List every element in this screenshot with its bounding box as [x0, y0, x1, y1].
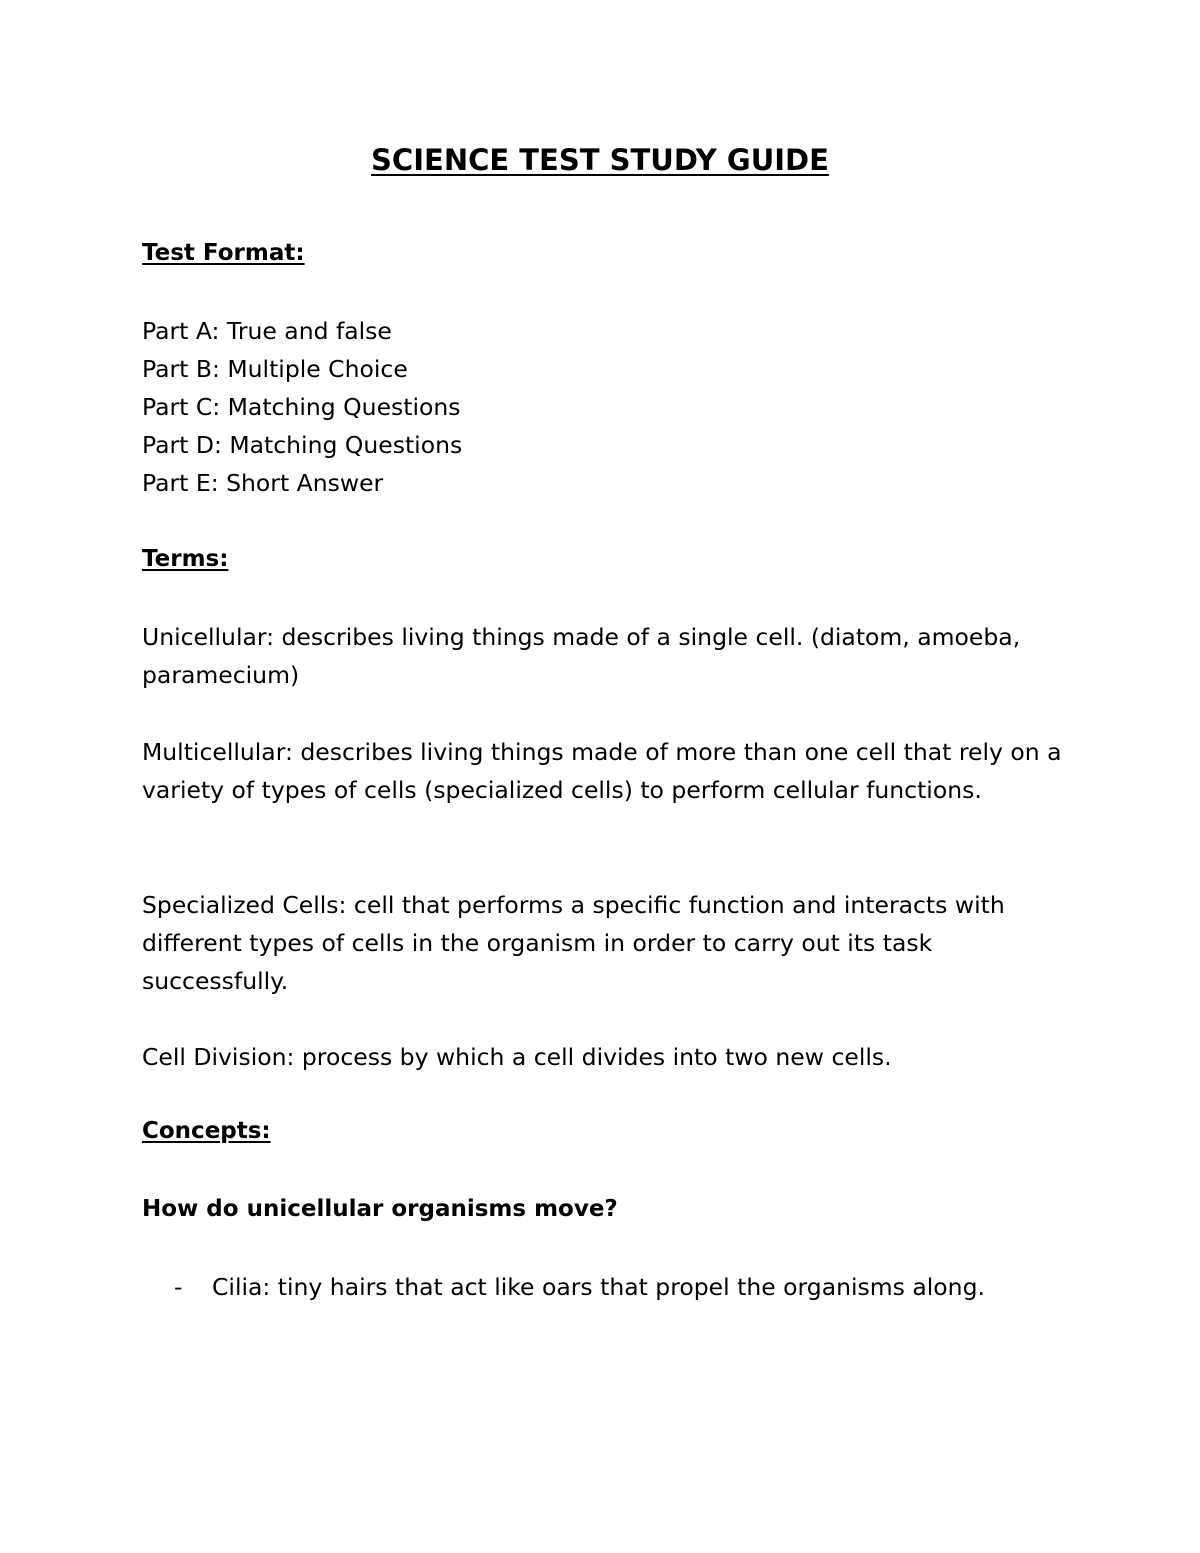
concept-question: How do unicellular organisms move? [142, 1196, 618, 1222]
concepts-heading: Concepts: [142, 1118, 271, 1144]
bullet-marker: - [174, 1273, 183, 1301]
test-format-part: Part A: True and false [142, 317, 392, 345]
term-definition: Specialized Cells: cell that performs a specific function and interacts with different types of cells in the organism in order to carry out its task successfully. [142, 891, 1005, 995]
concept-bullet [142, 1268, 1072, 1306]
bullet-text: Cilia: tiny hairs that act like oars that propel the organisms along. [212, 1273, 985, 1301]
test-format-part: Part B: Multiple Choice [142, 355, 408, 383]
terms-heading: Terms: [142, 546, 229, 572]
document-title: SCIENCE TEST STUDY GUIDE [371, 143, 829, 177]
test-format-list [142, 312, 1072, 502]
test-format-part: Part C: Matching Questions [142, 393, 461, 421]
term-definition: Unicellular: describes living things made of a single cell. (diatom, amoeba, paramecium) [142, 623, 1021, 689]
term-definition: Cell Division: process by which a cell divides into two new cells. [142, 1043, 892, 1071]
term-definition: Multicellular: describes living things made of more than one cell that rely on a variety of types of cells (specialized cells) to perform cellular functions. [142, 738, 1062, 804]
test-format-part: Part D: Matching Questions [142, 431, 463, 459]
test-format-heading: Test Format: [142, 240, 305, 266]
test-format-part: Part E: Short Answer [142, 469, 384, 497]
